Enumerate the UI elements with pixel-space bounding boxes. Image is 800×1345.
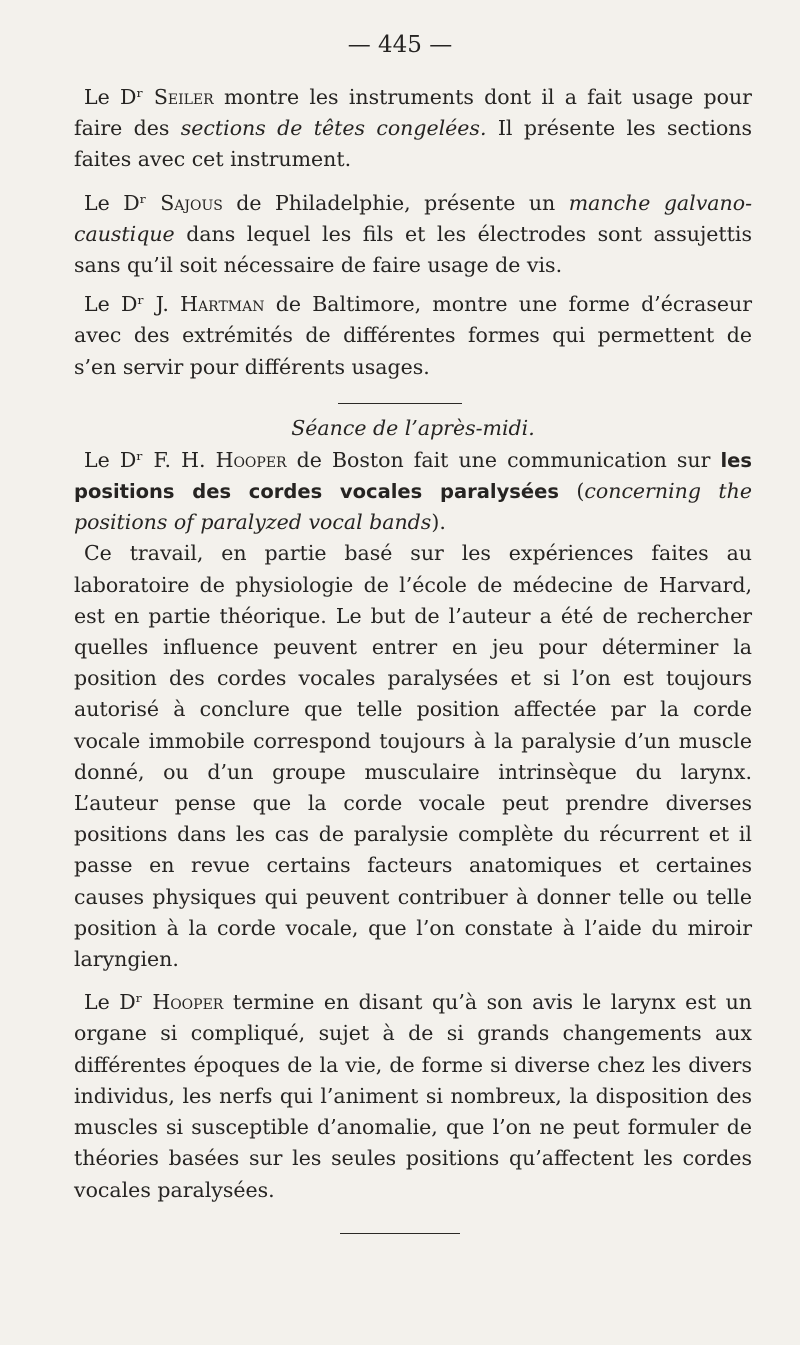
paragraph-body: Ce travail, en partie basé sur les expériences faites au laboratoire de physiologie de l’école de médecine de Harvard, est en partie théorique. Le but de l’auteur a été de rechercher quelles influence peuvent entrer en jeu pour déterminer la position des cordes vocales paralysées et si l’on est toujours autorisé à conclure que telle position affectée par la corde vocale immobile correspond toujours à la paralysie d’un muscle donné, ou d’un groupe musculaire intrinsèque du larynx. L’auteur pense que la corde vocale peut prendre diverses positions dans les cas de paralysie complète du récurrent et il passe en revue certains facteurs anatomiques et certaines causes physiques qui peuvent contribuer à donner telle ou telle position à la corde vocale, que l’on constate à l’aide du miroir laryngien. (74, 541, 752, 972)
page-number: — 445 — (347, 32, 453, 58)
text-run: de Baltimore, montre une forme d’écraseur avec des extrémités de différentes formes qui permettent de s’en servir pour différents usages. (74, 292, 752, 379)
text-run: montre les instruments dont il a fait usage pour faire des (74, 85, 752, 141)
text-run: termine en disant qu’à son avis le larynx est un organe si compliqué, sujet à de si grands changements aux différentes époques de la vie, de forme si diverse chez les divers individus, les nerfs qui l’animent si nombreux, la disposition des muscles si susceptible d’anomalie, que l’on ne peut formuler de théories basées sur les seules positions qu’affectent les cordes vocales paralysées. (74, 990, 752, 1202)
session-block (74, 383, 752, 445)
name-hartman: Hartman (180, 292, 265, 317)
name-seiler: Seiler (153, 85, 214, 109)
english-title: concerning the positions of paralyzed vocal bands (74, 479, 752, 535)
paragraph-hooper (74, 445, 752, 539)
name-hooper: Hooper (152, 990, 224, 1015)
title-dr: Le Dʳ F. H. (84, 447, 216, 472)
title-dr: Le Dʳ J. (84, 292, 181, 317)
paragraph-conclusion (74, 987, 752, 1205)
paragraph-sajous (74, 188, 752, 282)
end-rule (340, 1233, 460, 1234)
title-dr: Le Dʳ (84, 85, 154, 109)
title-dr: Le Dʳ (84, 190, 161, 215)
text-run: de Philadelphie, présente un (222, 190, 569, 215)
paragraph-hartman (74, 289, 752, 383)
italic-run: sections de têtes congelées. (180, 116, 487, 141)
section-rule (338, 403, 462, 404)
paragraph-seiler (74, 82, 752, 176)
name-sajous: Sajous (160, 190, 223, 215)
italic-run: manche galvano-caustique (74, 190, 752, 246)
text-run: ( (558, 479, 585, 504)
session-title: Séance de l’après-midi. (291, 415, 535, 440)
text-run: ). (431, 510, 446, 535)
bold-title: les positions des cordes vocales paralysées (74, 448, 752, 504)
page-text (74, 82, 752, 1206)
text-run: Il présente les sections faites avec cet instrument. (74, 116, 753, 172)
text-run: de Boston fait une communication sur (286, 447, 721, 472)
title-dr: Le Dʳ (84, 990, 153, 1015)
text-run: dans lequel les fils et les électrodes sont assujettis sans qu’il soit nécessaire de faire usage de vis. (74, 221, 752, 278)
name-hooper: Hooper (215, 447, 287, 472)
